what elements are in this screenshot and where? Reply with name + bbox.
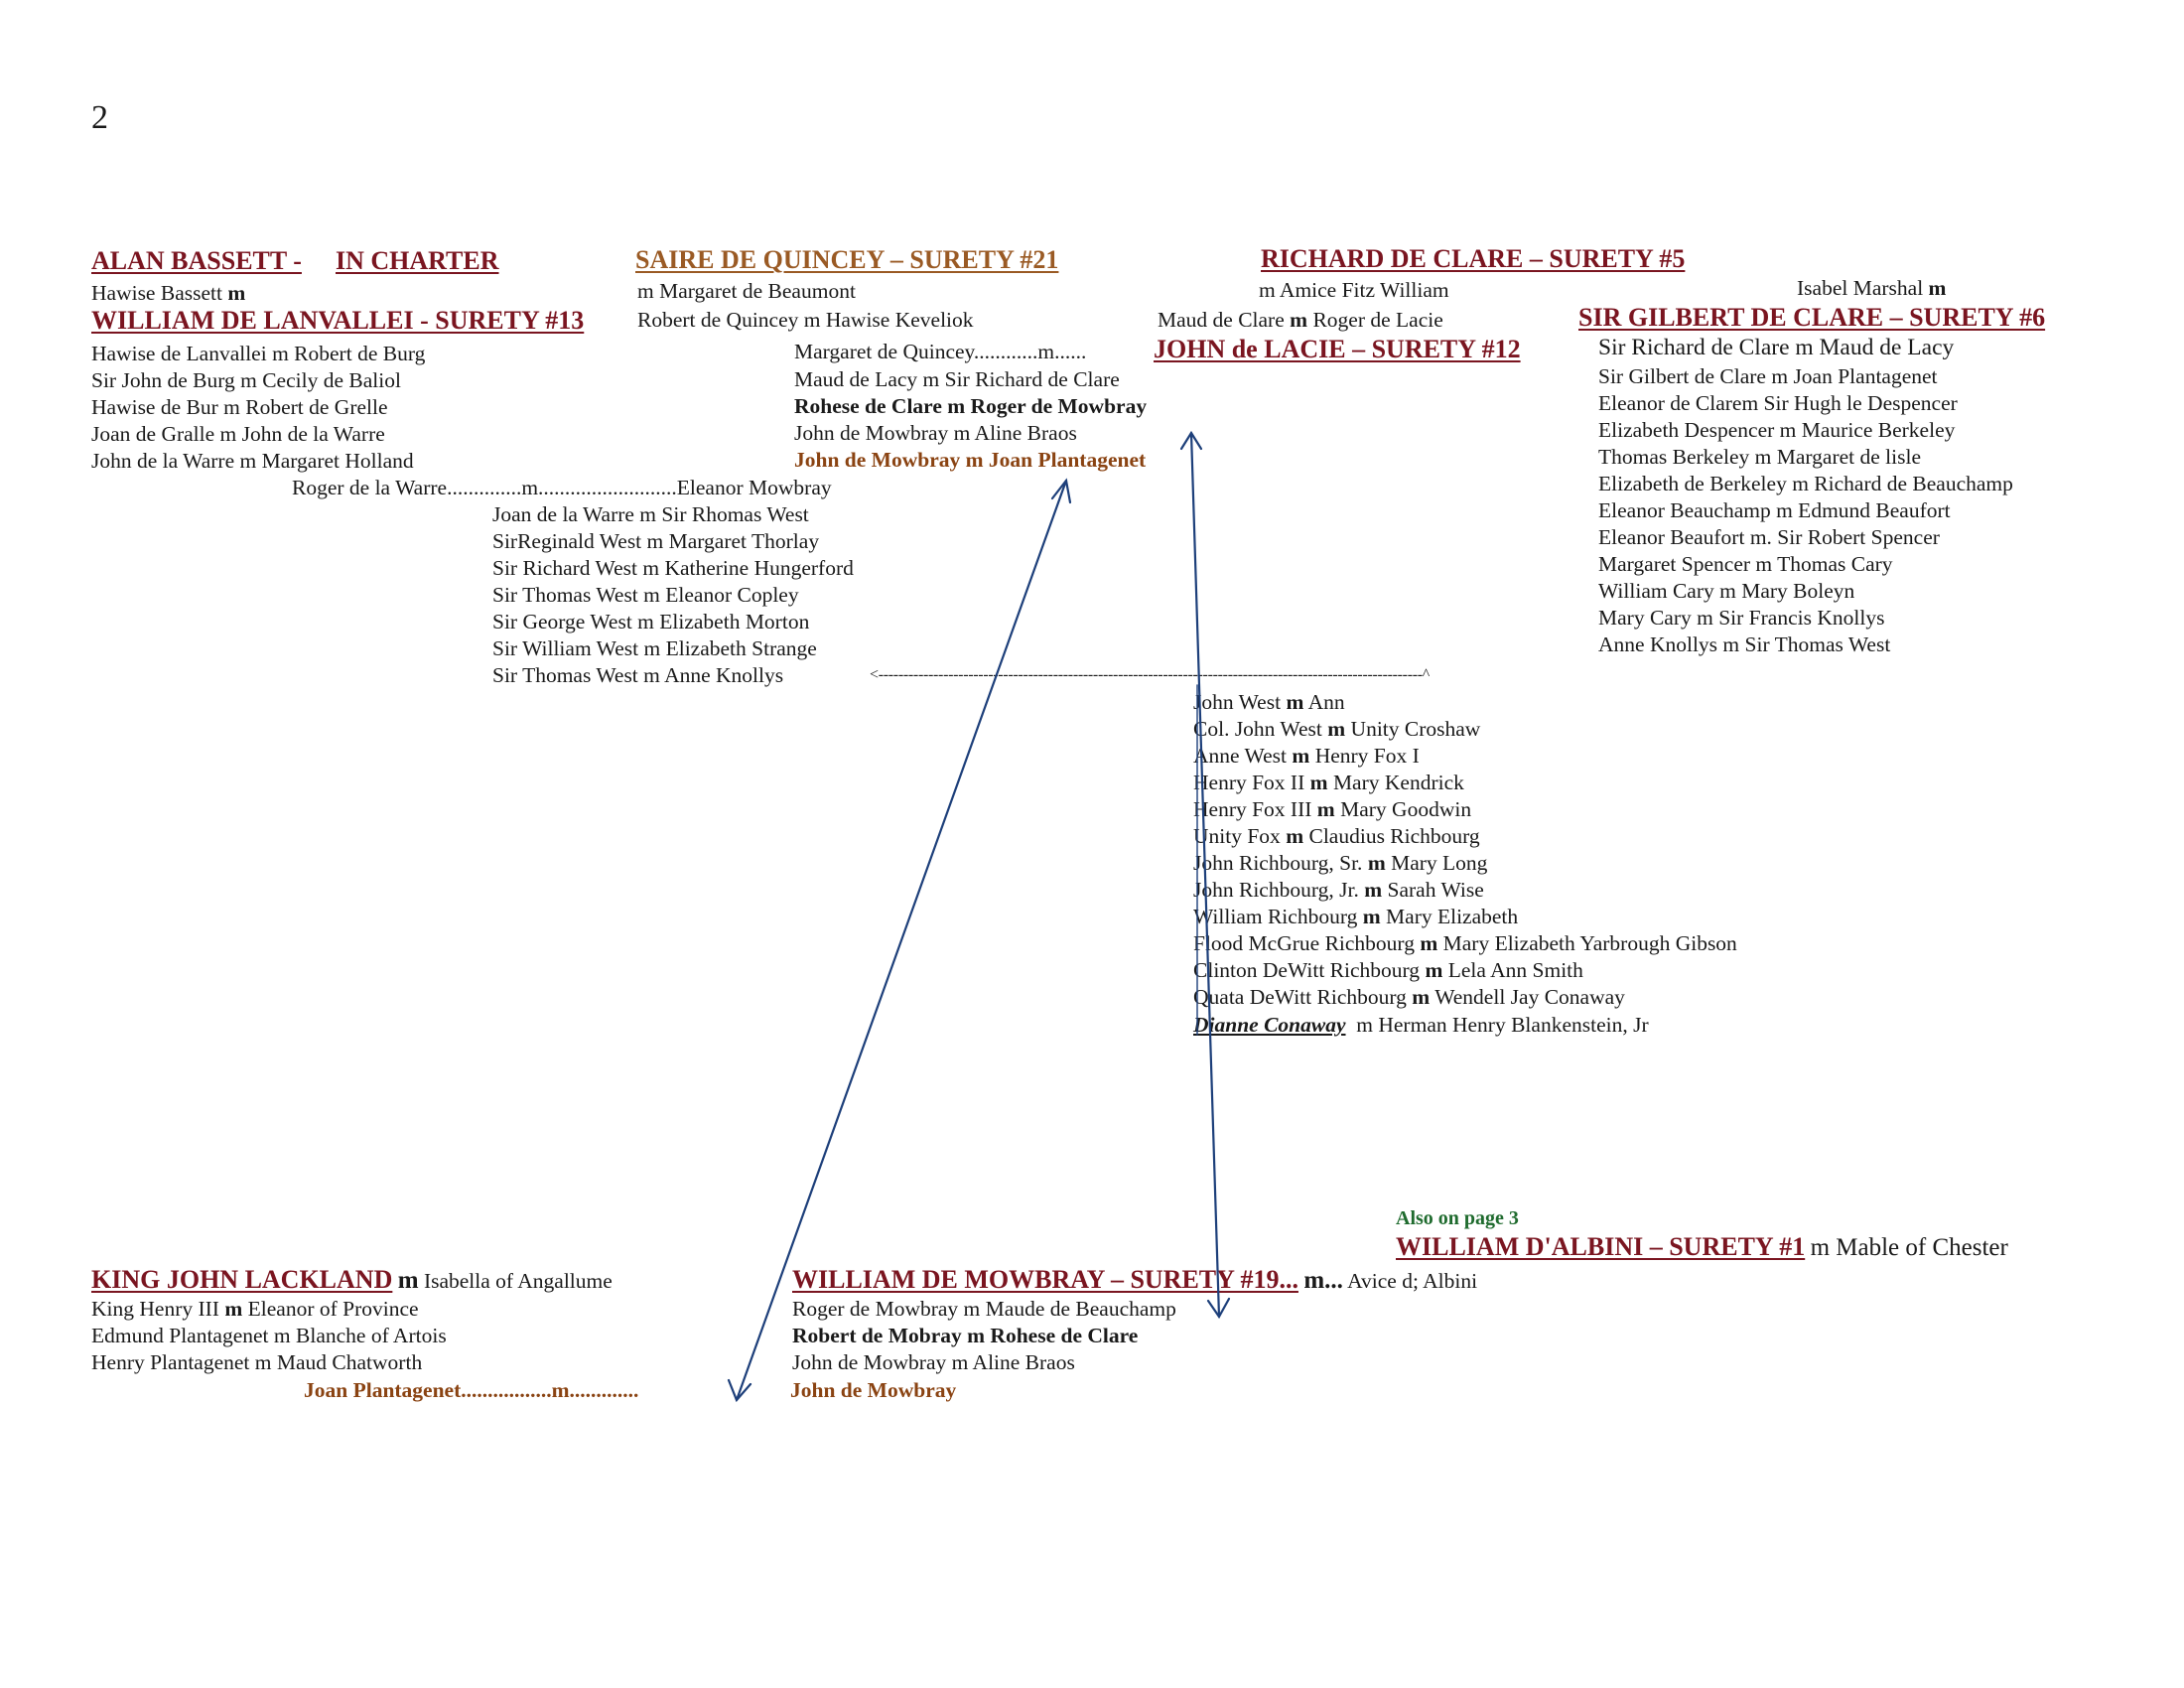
lanvallei-heading: WILLIAM DE LANVALLEI - SURETY #13 <box>91 306 585 335</box>
gilbert-line: Eleanor de Clarem Sir Hugh le Despencer <box>1598 391 1958 415</box>
descendant-name: John West <box>1193 690 1282 714</box>
dashed-connector: <-------------------------------------------------------------------------------------------------------------^ <box>870 666 1430 683</box>
marriage-m: m <box>1316 797 1335 821</box>
margaret-de-quincey-line: Margaret de Quincey............m...... <box>794 340 1087 363</box>
marriage-m: m <box>254 1350 272 1374</box>
marriage-m: m <box>1286 690 1304 714</box>
marriage-m: m <box>273 1324 291 1347</box>
spouse-name: Mary Long <box>1391 851 1488 875</box>
spouse-name: Claudius Richbourg <box>1308 824 1480 848</box>
spouse-name: Henry Fox I <box>1314 744 1420 768</box>
gilbert-line: Mary Cary m Sir Francis Knollys <box>1598 606 1885 630</box>
spouse-name: m Herman Henry Blankenstein, Jr <box>1356 1013 1649 1037</box>
lacie-heading: JOHN de LACIE – SURETY #12 <box>1154 335 1521 363</box>
gilbert-line: Margaret Spencer m Thomas Cary <box>1598 552 1893 576</box>
gilbert-line: Eleanor Beaufort m. Sir Robert Spencer <box>1598 525 1940 549</box>
rohese-line: Rohese de Clare m Roger de Mowbray <box>794 394 1148 418</box>
person-name: Edmund Plantagenet <box>91 1324 269 1347</box>
west-line: Sir Thomas West m Anne Knollys <box>492 663 784 687</box>
also-on-page-3-note: Also on page 3 <box>1396 1207 1519 1229</box>
descendant-name: Col. John West <box>1193 717 1322 741</box>
marriage-m: m <box>1425 958 1443 982</box>
king-john-heading: KING JOHN LACKLAND <box>91 1265 393 1294</box>
dianne-conaway: Dianne Conaway <box>1193 1013 1346 1037</box>
william-d-albini-heading: WILLIAM D'ALBINI – SURETY #1 <box>1396 1232 1806 1261</box>
marriage-m: m <box>397 1267 419 1294</box>
gilbert-line: William Cary m Mary Boleyn <box>1598 579 1855 603</box>
marriage-m: m <box>1364 878 1383 902</box>
west-line: Sir George West m Elizabeth Morton <box>492 610 810 633</box>
joan-plantagenet-line: Joan Plantagenet.................m............. <box>304 1378 639 1402</box>
mowbray-line: Roger de Mowbray m Maude de Beauchamp <box>792 1297 1176 1321</box>
descendant-name: Clinton DeWitt Richbourg <box>1193 958 1421 982</box>
marriage-m: m <box>1367 851 1386 875</box>
gilbert-de-clare-heading: SIR GILBERT DE CLARE – SURETY #6 <box>1578 303 2046 332</box>
spouse-name: Mary Kendrick <box>1332 771 1464 794</box>
quincey-line: John de Mowbray m Aline Braos <box>794 421 1077 445</box>
spouse-name: Blanche of Artois <box>296 1324 447 1347</box>
marriage-m: m <box>1290 308 1308 332</box>
spouse-name: Mary Goodwin <box>1340 797 1472 821</box>
descendant-name: Anne West <box>1193 744 1288 768</box>
spouse-name: Unity Croshaw <box>1350 717 1481 741</box>
marriage-m: m <box>1928 276 1947 300</box>
john-de-mowbray-bottom: John de Mowbray <box>790 1378 957 1402</box>
spouse-name: Ann <box>1307 690 1345 714</box>
quincey-line: m Margaret de Beaumont <box>637 279 856 303</box>
west-line: Joan de la Warre m Sir Rhomas West <box>492 502 809 526</box>
lanvallei-line: Sir John de Burg m Cecily de Baliol <box>91 368 401 392</box>
west-line: Sir Thomas West m Eleanor Copley <box>492 583 799 607</box>
descendant-name: John Richbourg, Sr. <box>1193 851 1363 875</box>
spouse-name: Eleanor of Province <box>247 1297 419 1321</box>
spouse-name: Sarah Wise <box>1387 878 1484 902</box>
gilbert-line: Sir Gilbert de Clare m Joan Plantagenet <box>1598 364 1938 388</box>
spouse-name: Lela Ann Smith <box>1447 958 1583 982</box>
descendant-name: Quata DeWitt Richbourg <box>1193 985 1413 1009</box>
descendant-name: Flood McGrue Richbourg <box>1193 931 1415 955</box>
person-name: King Henry III <box>91 1297 219 1321</box>
gilbert-line: Elizabeth de Berkeley m Richard de Beauchamp <box>1598 472 2013 495</box>
spouse-name: Mary Elizabeth <box>1386 905 1519 928</box>
john-mowbray-joan-line: John de Mowbray m Joan Plantagenet <box>794 448 1147 472</box>
clare-line: m Amice Fitz William <box>1259 278 1449 302</box>
isabel-marshal: Isabel Marshal <box>1797 276 1924 300</box>
lanvallei-line: Hawise de Lanvallei m Robert de Burg <box>91 342 426 365</box>
marriage-m: m <box>1327 717 1346 741</box>
roger-de-la-warre-line: Roger de la Warre..............m..........................Eleanor Mowbray <box>292 476 832 499</box>
gilbert-line: Elizabeth Despencer m Maurice Berkeley <box>1598 418 1956 442</box>
person-name: Henry Plantagenet <box>91 1350 250 1374</box>
marriage-m: m <box>224 1297 243 1321</box>
lanvallei-line: Joan de Gralle m John de la Warre <box>91 422 385 446</box>
roger-de-lacie: Roger de Lacie <box>1312 308 1443 332</box>
marriage-m: m <box>1420 931 1438 955</box>
west-line: Sir William West m Elizabeth Strange <box>492 636 817 660</box>
mowbray-line: John de Mowbray m Aline Braos <box>792 1350 1075 1374</box>
page-number: 2 <box>91 99 108 136</box>
quincey-line: Maud de Lacy m Sir Richard de Clare <box>794 367 1120 391</box>
spouse-name: Maud Chatworth <box>276 1350 423 1374</box>
marriage-m: m <box>1412 985 1431 1009</box>
descendant-name: Henry Fox III <box>1193 797 1312 821</box>
west-line: SirReginald West m Margaret Thorlay <box>492 529 820 553</box>
spouse-name: Wendell Jay Conaway <box>1434 985 1625 1009</box>
spouse-name: Mary Elizabeth Yarbrough Gibson <box>1442 931 1737 955</box>
diagonal-connector <box>737 481 1066 1400</box>
mowbray-line: Robert de Mobray m Rohese de Clare <box>792 1324 1139 1347</box>
descendant-name: John Richbourg, Jr. <box>1193 878 1359 902</box>
alan-bassett-heading: ALAN BASSETT - <box>91 246 302 275</box>
marriage-m: m <box>227 281 246 305</box>
mable-of-chester: m Mable of Chester <box>1810 1234 2008 1261</box>
isabella-of-angallume: Isabella of Angallume <box>423 1269 613 1293</box>
gilbert-line: Thomas Berkeley m Margaret de lisle <box>1598 445 1921 469</box>
richard-de-clare-heading: RICHARD DE CLARE – SURETY #5 <box>1261 244 1686 273</box>
vertical-connector <box>1191 433 1219 1317</box>
lanvallei-line: John de la Warre m Margaret Holland <box>91 449 414 473</box>
avice-d-albini: Avice d; Albini <box>1347 1269 1478 1293</box>
marriage-m: m <box>1286 824 1304 848</box>
marriage-m: m <box>1362 905 1381 928</box>
lanvallei-line: Hawise de Bur m Robert de Grelle <box>91 395 388 419</box>
gilbert-line: Eleanor Beauchamp m Edmund Beaufort <box>1598 498 1951 522</box>
west-line: Sir Richard West m Katherine Hungerford <box>492 556 854 580</box>
marriage-m: m... <box>1303 1267 1343 1294</box>
in-charter-heading: IN CHARTER <box>336 246 499 275</box>
hawise-bassett: Hawise Bassett <box>91 281 222 305</box>
quincey-heading: SAIRE DE QUINCEY – SURETY #21 <box>635 245 1059 274</box>
gilbert-line: Anne Knollys m Sir Thomas West <box>1598 633 1891 656</box>
marriage-m: m <box>1309 771 1328 794</box>
william-de-mowbray-heading: WILLIAM DE MOWBRAY – SURETY #19... <box>792 1265 1298 1294</box>
descendant-name: Unity Fox <box>1193 824 1281 848</box>
gilbert-line: Sir Richard de Clare m Maud de Lacy <box>1598 335 1955 360</box>
maud-de-clare: Maud de Clare <box>1158 308 1285 332</box>
marriage-m: m <box>1292 744 1310 768</box>
descendant-name: William Richbourg <box>1193 905 1358 928</box>
descendant-name: Henry Fox II <box>1193 771 1305 794</box>
quincey-line: Robert de Quincey m Hawise Keveliok <box>637 308 974 332</box>
